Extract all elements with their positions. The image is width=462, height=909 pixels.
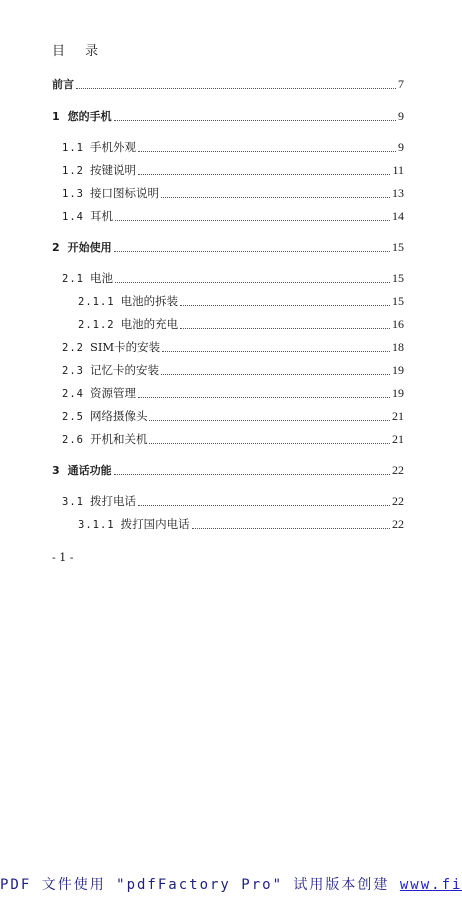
toc-entry-title: 拨打电话 — [89, 494, 136, 508]
toc-leader-dots — [138, 397, 390, 398]
toc-entry-number: 2.2 — [62, 342, 84, 354]
toc-entry[interactable] — [62, 270, 404, 286]
toc-entry-page: 15 — [392, 240, 404, 254]
toc-entry[interactable] — [62, 493, 404, 509]
toc-entry-page: 18 — [392, 340, 404, 354]
toc-entry-title: 您的手机 — [67, 110, 112, 123]
toc-entry-page: 19 — [392, 363, 404, 377]
toc-entry[interactable] — [62, 162, 404, 178]
toc-entry[interactable] — [78, 516, 404, 532]
toc-entry-title: 开机和关机 — [89, 432, 148, 446]
toc-entry-title: 资源管理 — [89, 386, 136, 400]
toc-entry-number: 1.1 — [62, 142, 84, 154]
toc-entry-number: 2.1.1 — [78, 296, 115, 308]
toc-entry[interactable] — [52, 239, 404, 255]
toc-entry-title: 网络摄像头 — [89, 409, 148, 423]
toc-entry[interactable] — [52, 108, 404, 124]
toc-entry-number: 2.1.2 — [78, 319, 115, 331]
toc-leader-dots — [138, 174, 390, 175]
toc-entry[interactable] — [62, 208, 404, 224]
toc-entry-title: 开始使用 — [67, 241, 112, 254]
toc-leader-dots — [115, 282, 390, 283]
toc-entry-page: 9 — [398, 109, 404, 123]
toc-entry-page: 22 — [392, 494, 404, 508]
toc-entry-title: 耳机 — [89, 209, 113, 223]
pdf-watermark-banner — [0, 874, 462, 894]
toc-leader-dots — [114, 120, 396, 121]
banner-link[interactable]: www.fi — [399, 877, 462, 893]
toc-entry-title: 前言 — [52, 78, 74, 91]
toc-entry-page: 21 — [392, 409, 404, 423]
toc-entry-title: 电池 — [89, 271, 113, 285]
toc-entry-number: 2.3 — [62, 365, 84, 377]
toc-entry[interactable] — [52, 76, 404, 92]
toc-entry-title: 电池的拆装 — [120, 294, 179, 308]
toc-entry[interactable] — [52, 462, 404, 478]
toc-entry-page: 9 — [398, 140, 404, 154]
toc-entry-page: 7 — [398, 77, 404, 91]
toc-entry-title: 电池的充电 — [120, 317, 179, 331]
toc-entry-page: 19 — [392, 386, 404, 400]
toc-leader-dots — [76, 88, 396, 89]
toc-entry-page: 16 — [392, 317, 404, 331]
toc-leader-dots — [115, 220, 390, 221]
toc-entry-title: 手机外观 — [89, 140, 136, 154]
toc-entry-number: 2.5 — [62, 411, 84, 423]
toc-leader-dots — [192, 528, 390, 529]
toc-entry-page: 14 — [392, 209, 404, 223]
toc-entry-title: 接口图标说明 — [89, 186, 159, 200]
toc-entry[interactable] — [62, 385, 404, 401]
toc-entry[interactable] — [62, 339, 404, 355]
toc-leader-dots — [161, 197, 390, 198]
toc-entry-number: 2.1 — [62, 273, 84, 285]
toc-entry-page: 11 — [392, 163, 404, 177]
toc-entry-page: 15 — [392, 271, 404, 285]
toc-entry-title: 记忆卡的安装 — [89, 363, 159, 377]
toc-entry-number: 1.2 — [62, 165, 84, 177]
banner-text: PDF 文件使用 "pdfFactory Pro" 试用版本创建 — [0, 877, 400, 893]
toc-entry-number: 2.6 — [62, 434, 84, 446]
toc-entry-number: 1.4 — [62, 211, 84, 223]
toc-entry[interactable] — [78, 293, 404, 309]
toc-entry-page: 21 — [392, 432, 404, 446]
toc-leader-dots — [149, 443, 390, 444]
toc-entry-page: 22 — [392, 463, 404, 477]
toc-leader-dots — [114, 251, 390, 252]
toc-entry[interactable] — [62, 408, 404, 424]
toc-entry-page: 13 — [392, 186, 404, 200]
toc-entry-number: 3 — [52, 464, 60, 477]
toc-entry[interactable] — [78, 316, 404, 332]
toc-entry[interactable] — [62, 139, 404, 155]
toc-entry-number: 1 — [52, 110, 60, 123]
toc-entry-number: 2.4 — [62, 388, 84, 400]
toc-entry-title: 按键说明 — [89, 163, 136, 177]
page-title: 目 录 — [52, 44, 107, 59]
toc-entry-number: 1.3 — [62, 188, 84, 200]
toc-leader-dots — [180, 305, 390, 306]
toc-entry[interactable] — [62, 185, 404, 201]
toc-leader-dots — [161, 374, 390, 375]
toc-entry[interactable] — [62, 431, 404, 447]
toc-entry-number: 3.1.1 — [78, 519, 115, 531]
toc-entry-title: 拨打国内电话 — [120, 517, 190, 531]
toc-entry-page: 22 — [392, 517, 404, 531]
toc-entry-title: SIM卡的安装 — [89, 340, 161, 354]
toc-entry-number: 2 — [52, 241, 60, 254]
page-number: - 1 - — [52, 551, 74, 564]
toc-entry[interactable] — [62, 362, 404, 378]
toc-leader-dots — [162, 351, 390, 352]
toc-leader-dots — [180, 328, 390, 329]
toc-leader-dots — [114, 474, 390, 475]
toc-leader-dots — [149, 420, 390, 421]
toc-leader-dots — [138, 505, 390, 506]
toc-entry-title: 通话功能 — [67, 464, 112, 477]
toc-leader-dots — [138, 151, 396, 152]
toc-entry-number: 3.1 — [62, 496, 84, 508]
toc-entry-page: 15 — [392, 294, 404, 308]
